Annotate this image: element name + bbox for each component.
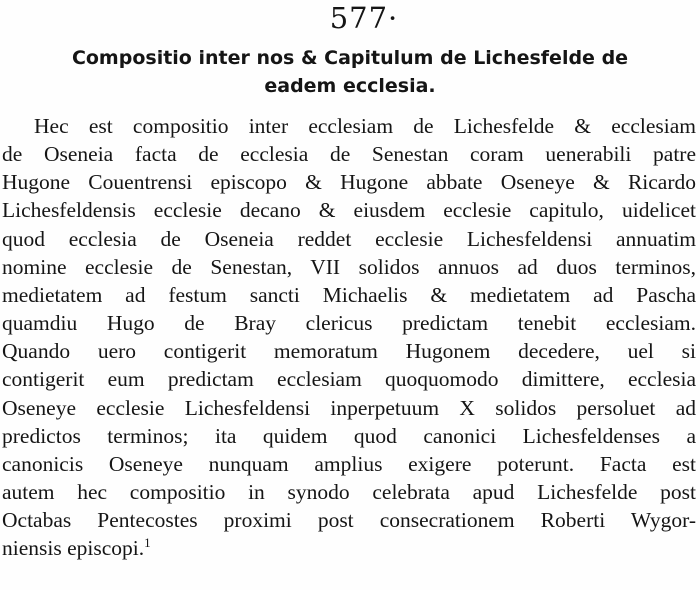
title-line: Compositio inter nos & Capitulum de Lichesfelde de — [71, 47, 629, 69]
body-line: predictos terminos; ita quidem quod canonici Lichesfeldenses a — [2, 423, 696, 448]
charter-title — [20, 44, 680, 100]
title-line: eadem ecclesia. — [264, 75, 436, 97]
body-line: de Oseneia facta de ecclesia de Senestan coram uenerabili patre — [2, 142, 696, 167]
body-line: Lichesfeldensis ecclesie decano & eiusdem ecclesie capitulo, uidelicet — [2, 198, 696, 223]
body-line: Octabas Pentecostes proximi post consecrationem Roberti Wygor- — [2, 508, 696, 533]
page-number: 577· — [329, 1, 399, 35]
body-line: quod ecclesia de Oseneia reddet ecclesie Lichesfeldensi annuatim — [2, 226, 696, 251]
body-line-final — [2, 534, 696, 562]
body-line: Hugone Couentrensi episcopo & Hugone abbate Oseneye & Ricardo — [2, 170, 696, 195]
body-line: quamdiu Hugo de Bray clericus predictam tenebit ecclesiam. — [2, 311, 696, 336]
body-line-final-text: niensis episcopi. — [2, 536, 145, 561]
body-line: contigerit eum predictam ecclesiam quoquomodo dimittere, ecclesia — [2, 367, 696, 392]
body-line: Hec est compositio inter ecclesiam de Lichesfelde & ecclesiam — [34, 114, 696, 138]
body-line: nomine ecclesie de Senestan, VII solidos annuos ad duos terminos, — [2, 254, 696, 279]
charter-body — [2, 112, 696, 563]
body-line: Quando uero contigerit memoratum Hugonem decedere, uel si — [2, 339, 696, 364]
body-line: Oseneye ecclesie Lichesfeldensi inperpetuum X solidos persoluet ad — [2, 395, 696, 420]
body-line: autem hec compositio in synodo celebrata apud Lichesfelde post — [2, 480, 696, 505]
body-line: medietatem ad festum sancti Michaelis & medietatem ad Pascha — [2, 282, 696, 307]
footnote-marker: 1 — [144, 535, 151, 551]
body-line: canonicis Oseneye nunquam amplius exigere poterunt. Facta est — [2, 451, 696, 476]
